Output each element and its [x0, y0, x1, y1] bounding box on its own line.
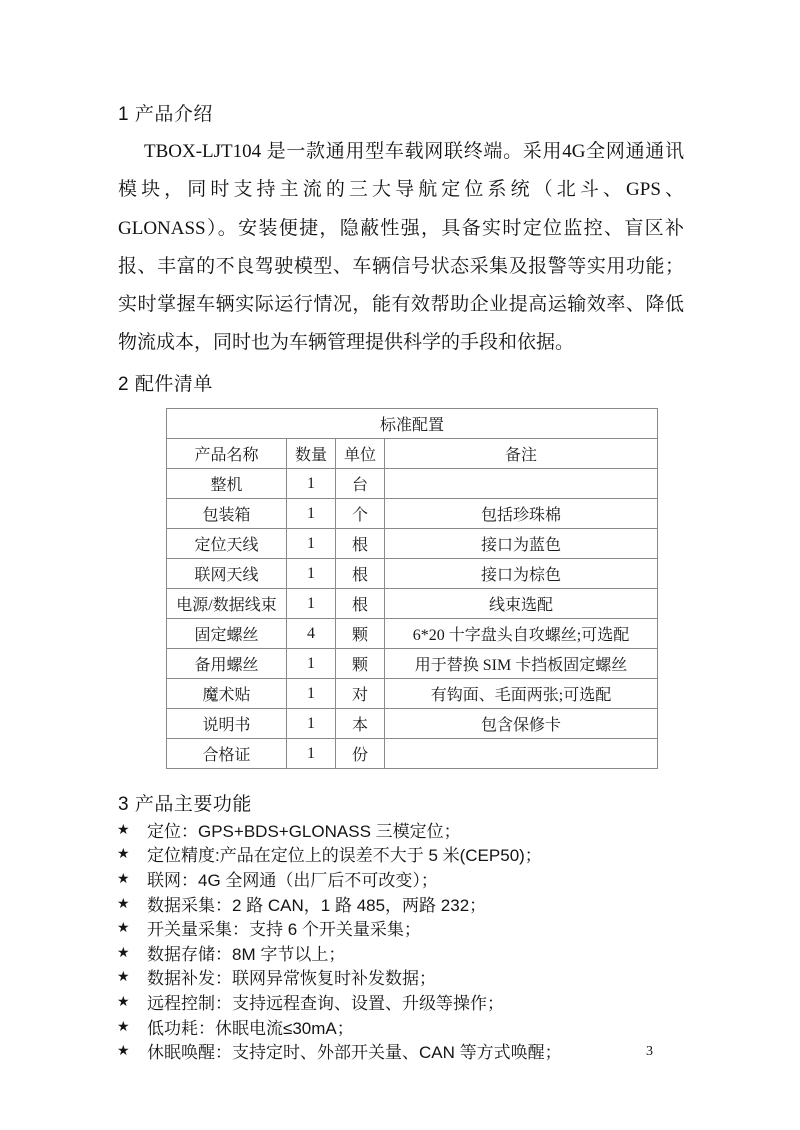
cell-remark: 线束选配 — [385, 589, 658, 619]
cell-product-name: 整机 — [167, 469, 287, 499]
cell-product-name: 说明书 — [167, 709, 287, 739]
cell-product-name: 魔术贴 — [167, 679, 287, 709]
star-bullet-icon: ★ — [117, 992, 130, 1009]
accessories-table — [166, 408, 658, 769]
cell-unit: 根 — [336, 589, 385, 619]
intro-paragraph: TBOX-LJT104 是一款通用型车载网联终端。采用4G全网通通讯模块，同时支持主流的三大导航定位系统（北斗、GPS、GLONASS）。安装便捷，隐蔽性强，具备实时定位监控、盲区补报、丰富的不良驾驶模型、车辆信号状态采集及报警等实用功能；实时掌握车辆实际运行情况，能有效帮助企业提高运输效率、降低物流成本，同时也为车辆管理提供科学的手段和依据。 — [118, 141, 684, 354]
col-header-remark: 备注 — [385, 439, 658, 469]
cell-quantity: 4 — [287, 619, 336, 649]
cell-remark: 包括珍珠棉 — [385, 499, 658, 529]
cell-product-name: 联网天线 — [167, 559, 287, 589]
cell-unit: 个 — [336, 499, 385, 529]
star-bullet-icon: ★ — [117, 894, 130, 911]
cell-remark: 接口为棕色 — [385, 559, 658, 589]
cell-quantity: 1 — [287, 469, 336, 499]
star-bullet-icon: ★ — [117, 919, 130, 936]
cell-quantity: 1 — [287, 739, 336, 769]
cell-remark: 6*20 十字盘头自攻螺丝;可选配 — [385, 619, 658, 649]
table-row — [167, 589, 658, 619]
page-number: 3 — [646, 1044, 653, 1059]
feature-text: 数据存储：8M 字节以上； — [147, 944, 346, 964]
cell-remark — [385, 739, 658, 769]
feature-item — [117, 1014, 562, 1039]
cell-product-name: 固定螺丝 — [167, 619, 287, 649]
feature-item — [117, 891, 562, 916]
table-row — [167, 679, 658, 709]
feature-item — [117, 866, 562, 891]
table-header-row — [167, 439, 658, 469]
star-bullet-icon: ★ — [117, 1017, 130, 1034]
col-header-product-name: 产品名称 — [167, 439, 287, 469]
cell-unit: 份 — [336, 739, 385, 769]
cell-product-name: 备用螺丝 — [167, 649, 287, 679]
feature-text: 休眠唤醒：支持定时、外部开关量、CAN 等方式唤醒； — [147, 1043, 562, 1063]
cell-unit: 颗 — [336, 619, 385, 649]
cell-remark: 接口为蓝色 — [385, 529, 658, 559]
section-2-heading: 2 配件清单 — [118, 374, 213, 395]
feature-item — [117, 940, 562, 965]
cell-remark: 用于替换 SIM 卡挡板固定螺丝 — [385, 649, 658, 679]
star-bullet-icon: ★ — [117, 943, 130, 960]
cell-remark — [385, 469, 658, 499]
table-row — [167, 529, 658, 559]
star-bullet-icon: ★ — [117, 968, 130, 985]
feature-text: 远程控制：支持远程查询、设置、升级等操作； — [147, 993, 504, 1013]
table-row — [167, 469, 658, 499]
feature-text: 联网：4G 全网通（出厂后不可改变）； — [147, 870, 438, 890]
section-3-heading: 3 产品主要功能 — [118, 794, 252, 815]
cell-remark: 包含保修卡 — [385, 709, 658, 739]
table-row — [167, 559, 658, 589]
star-bullet-icon: ★ — [117, 1042, 130, 1059]
feature-item — [117, 915, 562, 940]
features-list — [117, 817, 562, 1063]
cell-quantity: 1 — [287, 529, 336, 559]
feature-text: 定位：GPS+BDS+GLONASS 三模定位； — [147, 821, 461, 841]
cell-unit: 根 — [336, 559, 385, 589]
table-row — [167, 499, 658, 529]
feature-text: 数据采集：2 路 CAN，1 路 485，两路 232； — [147, 895, 487, 915]
feature-item — [117, 842, 562, 867]
cell-unit: 颗 — [336, 649, 385, 679]
feature-text: 低功耗：休眠电流≤30mA； — [147, 1018, 354, 1038]
table-title-row — [167, 409, 658, 439]
cell-remark: 有钩面、毛面两张;可选配 — [385, 679, 658, 709]
feature-item — [117, 817, 562, 842]
star-bullet-icon: ★ — [117, 820, 130, 837]
cell-quantity: 1 — [287, 679, 336, 709]
cell-quantity: 1 — [287, 709, 336, 739]
col-header-unit: 单位 — [336, 439, 385, 469]
cell-quantity: 1 — [287, 499, 336, 529]
cell-unit: 台 — [336, 469, 385, 499]
cell-unit: 对 — [336, 679, 385, 709]
feature-item — [117, 965, 562, 990]
table-row — [167, 709, 658, 739]
cell-quantity: 1 — [287, 559, 336, 589]
feature-item — [117, 1038, 562, 1063]
feature-text: 开关量采集：支持 6 个开关量采集； — [147, 920, 421, 940]
cell-unit: 本 — [336, 709, 385, 739]
feature-text: 数据补发：联网异常恢复时补发数据； — [147, 969, 436, 989]
cell-product-name: 包装箱 — [167, 499, 287, 529]
cell-product-name: 电源/数据线束 — [167, 589, 287, 619]
section-1-heading: 1 产品介绍 — [118, 104, 213, 125]
star-bullet-icon: ★ — [117, 869, 130, 886]
table-row — [167, 739, 658, 769]
star-bullet-icon: ★ — [117, 845, 130, 862]
cell-product-name: 定位天线 — [167, 529, 287, 559]
feature-text: 定位精度:产品在定位上的误差不大于 5 米(CEP50)； — [147, 846, 542, 866]
table-title: 标准配置 — [167, 409, 658, 439]
cell-quantity: 1 — [287, 589, 336, 619]
cell-quantity: 1 — [287, 649, 336, 679]
cell-product-name: 合格证 — [167, 739, 287, 769]
feature-item — [117, 989, 562, 1014]
table-row — [167, 619, 658, 649]
cell-unit: 根 — [336, 529, 385, 559]
table-row — [167, 649, 658, 679]
col-header-quantity: 数量 — [287, 439, 336, 469]
